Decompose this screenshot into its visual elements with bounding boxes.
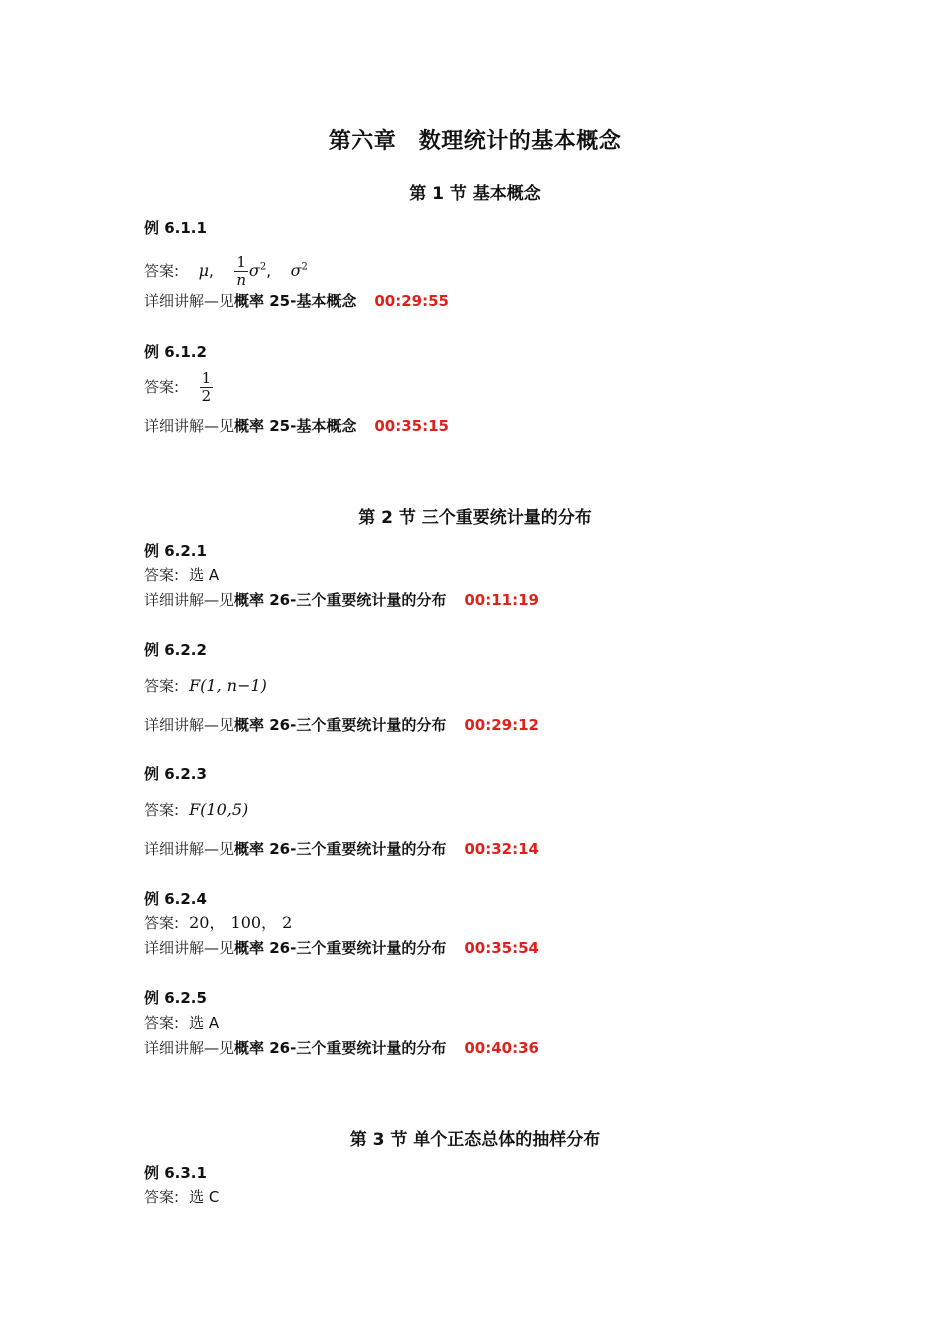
example-6-2-1-title: 例 6.2.1: [144, 542, 207, 560]
lecture-link[interactable]: 概率 25-基本概念: [234, 292, 357, 310]
section-3-title: 第 3 节 单个正态总体的抽样分布: [349, 1130, 601, 1150]
timestamp[interactable]: 00:29:12: [464, 716, 539, 734]
example-6-2-1-answer: 答案: 选 A: [144, 566, 220, 584]
example-6-2-3-answer: 答案: F(10,5): [144, 800, 249, 819]
example-6-2-2-detail: 详细讲解—见概率 26-三个重要统计量的分布 00:29:12: [144, 716, 539, 734]
example-6-3-1-answer: 答案: 选 C: [144, 1188, 220, 1206]
lecture-link[interactable]: 概率 25-基本概念: [234, 417, 357, 435]
math-mu: μ: [198, 261, 210, 280]
example-6-1-1-answer: 答案: μ, $\frac{1}{n}$ $\sigma^2$, $\sigma^2$: [144, 253, 308, 289]
example-6-2-1-detail: 详细讲解—见概率 26-三个重要统计量的分布 00:11:19: [144, 591, 539, 609]
example-6-1-2-answer: 答案: $\frac{1}{2}$: [144, 369, 212, 405]
timestamp[interactable]: 00:11:19: [464, 591, 539, 609]
example-6-2-5-detail: 详细讲解—见概率 26-三个重要统计量的分布 00:40:36: [144, 1039, 539, 1057]
timestamp[interactable]: 00:32:14: [464, 840, 539, 858]
timestamp[interactable]: 00:29:55: [374, 292, 449, 310]
math-fraction: $\frac{1}{2}$: [201, 369, 212, 405]
timestamp[interactable]: 00:35:15: [374, 417, 449, 435]
lecture-link[interactable]: 概率 26-三个重要统计量的分布: [234, 716, 447, 734]
example-6-1-2-detail: 详细讲解—见概率 25-基本概念 00:35:15: [144, 417, 449, 435]
example-6-2-2-answer: 答案: F(1, n−1): [144, 676, 267, 695]
lecture-link[interactable]: 概率 26-三个重要统计量的分布: [234, 1039, 447, 1057]
lecture-link[interactable]: 概率 26-三个重要统计量的分布: [234, 939, 447, 957]
timestamp[interactable]: 00:40:36: [464, 1039, 539, 1057]
example-6-2-4-title: 例 6.2.4: [144, 890, 207, 908]
example-6-2-3-detail: 详细讲解—见概率 26-三个重要统计量的分布 00:32:14: [144, 840, 539, 858]
math-fraction: $\frac{1}{n}$: [236, 253, 246, 289]
example-6-2-4-answer: 答案: 20， 100， 2: [144, 913, 293, 932]
example-6-2-2-title: 例 6.2.2: [144, 641, 207, 659]
lecture-link[interactable]: 概率 26-三个重要统计量的分布: [234, 840, 447, 858]
example-6-2-3-title: 例 6.2.3: [144, 765, 207, 783]
answer-label: 答案:: [144, 262, 180, 280]
example-6-1-1-detail: 详细讲解—见概率 25-基本概念 00:29:55: [144, 292, 449, 310]
example-6-2-4-detail: 详细讲解—见概率 26-三个重要统计量的分布 00:35:54: [144, 939, 539, 957]
section-2-title: 第 2 节 三个重要统计量的分布: [358, 508, 592, 528]
timestamp[interactable]: 00:35:54: [464, 939, 539, 957]
lecture-link[interactable]: 概率 26-三个重要统计量的分布: [234, 591, 447, 609]
math-sigma-squared: $\sigma^2$: [290, 261, 308, 280]
example-6-2-5-answer: 答案: 选 A: [144, 1014, 220, 1032]
example-6-1-1-title: 例 6.1.1: [144, 219, 207, 237]
example-6-3-1-title: 例 6.3.1: [144, 1164, 207, 1182]
math-sigma-squared: $\sigma^2$: [248, 261, 267, 280]
chapter-title: 第六章 数理统计的基本概念: [328, 129, 622, 154]
example-6-2-5-title: 例 6.2.5: [144, 989, 207, 1007]
example-6-1-2-title: 例 6.1.2: [144, 343, 207, 361]
section-1-title: 第 1 节 基本概念: [409, 184, 541, 204]
